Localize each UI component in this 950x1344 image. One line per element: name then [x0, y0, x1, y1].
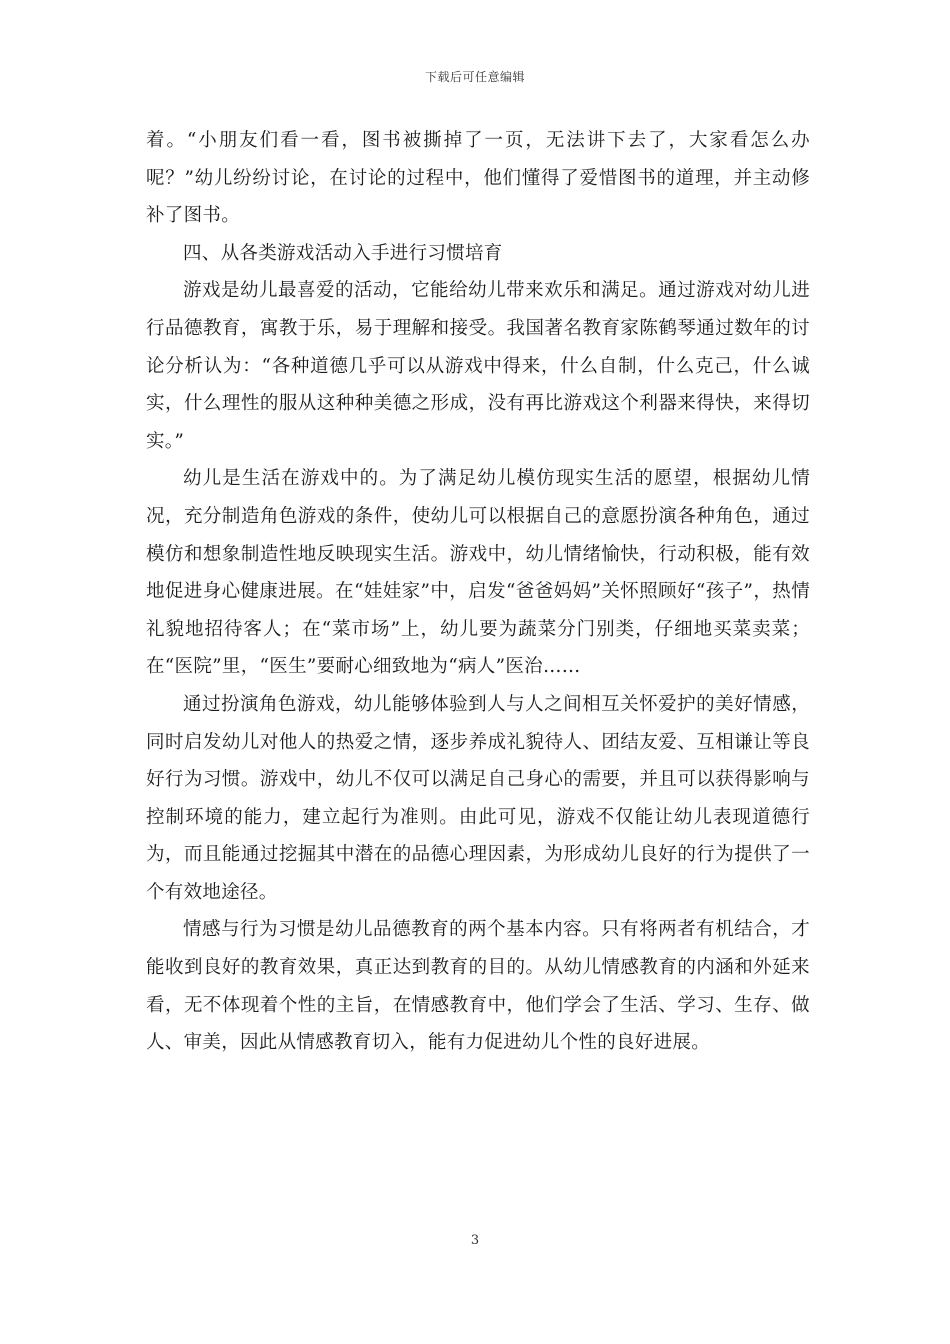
body-text — [146, 122, 810, 1062]
section-heading: 四、从各类游戏活动入手进行习惯培育 — [183, 242, 503, 264]
paragraph-continuation: 着。“小朋友们看一看，图书被撕掉了一页，无法讲下去了，大家看怎么办呢？”幼儿纷纷讨论，在讨论的过程中，他们懂得了爱惜图书的道理，并主动修补了图书。 — [146, 130, 810, 227]
paragraph-role-play: 幼儿是生活在游戏中的。为了满足幼儿模仿现实生活的愿望，根据幼儿情况，充分制造角色游戏的条件，使幼儿可以根据自己的意愿扮演各种角色，通过模仿和想象制造性地反映现实生活。游戏中，幼儿情绪愉快，行动积极，能有效地促进身心健康进展。在“娃娃家”中，启发“爸爸妈妈”关怀照顾好“孩子”，热情礼貌地招待客人；在“菜市场”上，幼儿要为蔬菜分门别类，仔细地买菜卖菜；在“医院”里，“医生”要耐心细致地为“病人”医治…… — [146, 468, 810, 678]
page-number: 3 — [470, 1233, 480, 1248]
paragraph-role-play-benefits: 通过扮演角色游戏，幼儿能够体验到人与人之间相互关怀爱护的美好情感，同时启发幼儿对他人的热爱之情，逐步养成礼貌待人、团结友爱、互相谦让等良好行为习惯。游戏中，幼儿不仅可以满足自己身心的需要，并且可以获得影响与控制环境的能力，建立起行为准则。由此可见，游戏不仅能让幼儿表现道德行为，而且能通过挖掘其中潜在的品德心理因素，为形成幼儿良好的行为提供了一个有效地途径。 — [146, 693, 810, 903]
paragraph-conclusion: 情感与行为习惯是幼儿品德教育的两个基本内容。只有将两者有机结合，才能收到良好的教育效果，真正达到教育的目的。从幼儿情感教育的内涵和外延来看，无不体现着个性的主旨，在情感教育中，他们学会了生活、学习、生存、做人、审美，因此从情感教育切入，能有力促进幼儿个性的良好进展。 — [146, 919, 810, 1054]
page-header: 下载后可任意编辑 — [424, 70, 525, 84]
paragraph-games-intro: 游戏是幼儿最喜爱的活动，它能给幼儿带来欢乐和满足。通过游戏对幼儿进行品德教育，寓教于乐，易于理解和接受。我国著名教育家陈鹤琴通过数年的讨论分析认为：“各种道德几乎可以从游戏中得来，什么自制，什么克己，什么诚实，什么理性的服从这种种美德之形成，没有再比游戏这个利器来得快，来得切实。” — [146, 280, 810, 452]
